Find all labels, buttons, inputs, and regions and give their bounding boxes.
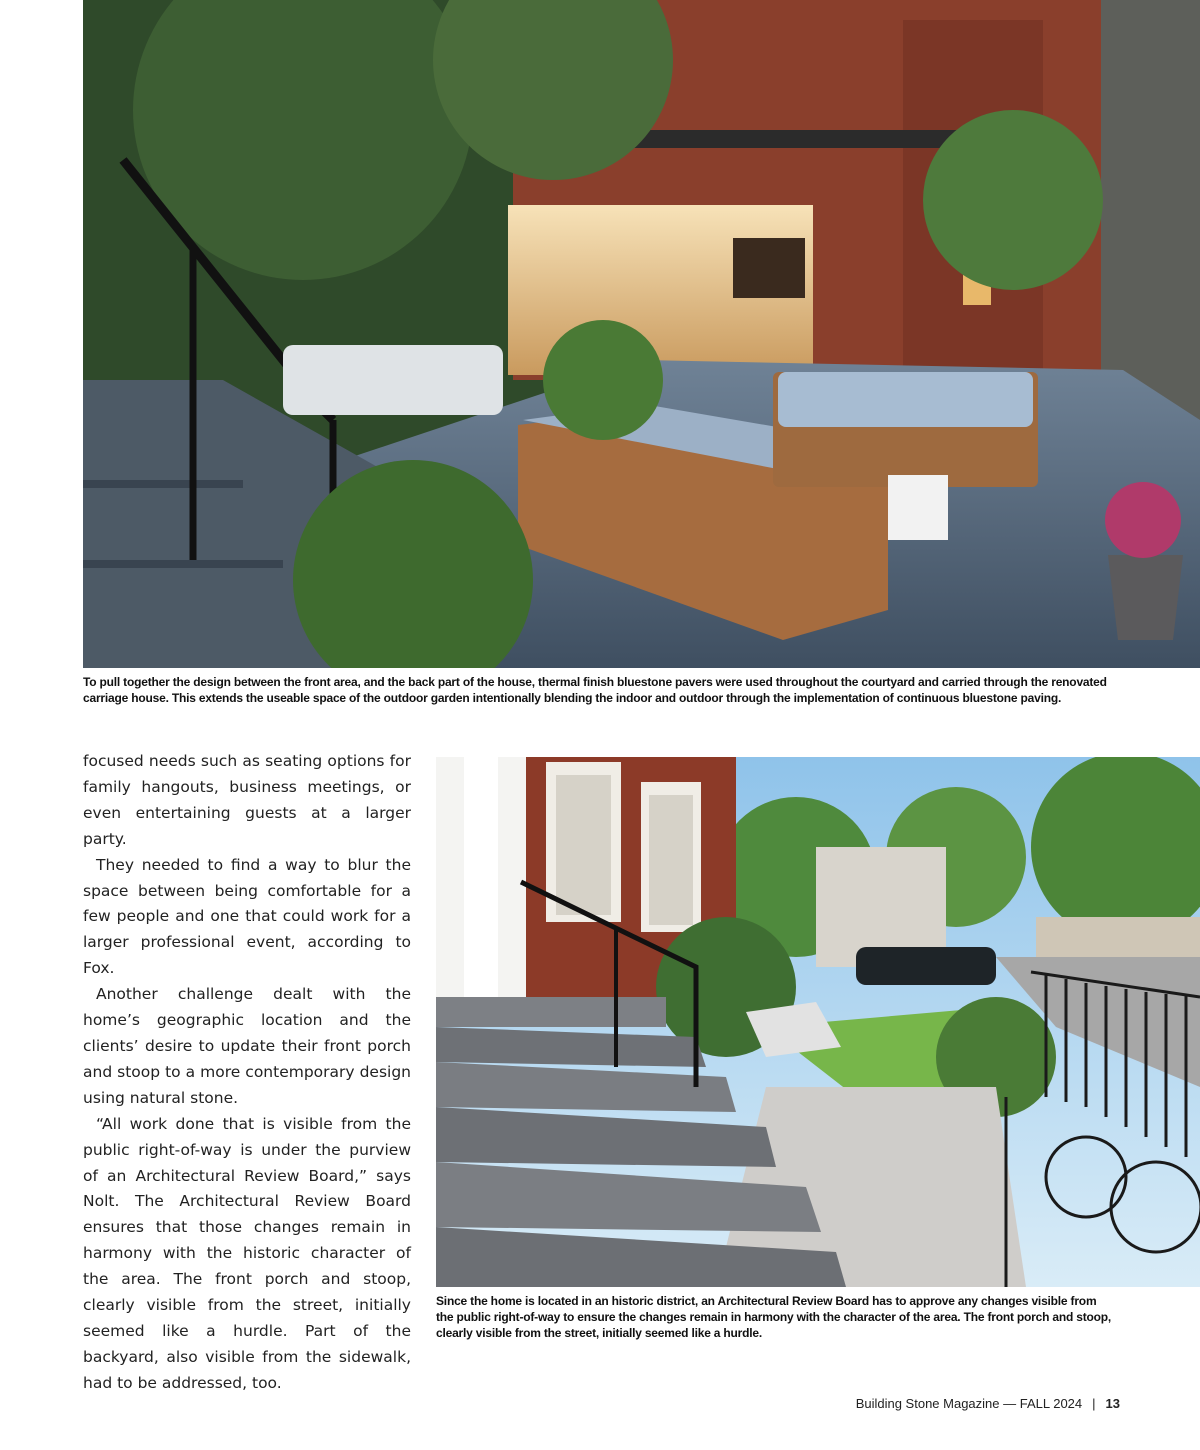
page-number: 13: [1105, 1396, 1120, 1411]
front-stoop-photo-illustration: [436, 757, 1200, 1287]
top-photo-caption: To pull together the design between the front area, and the back part of the house, thermal finish bluestone pavers were used throughout the courtyard and carried through the renovated carriage house. This extends the useable space of the outdoor garden intentionally blending the indoor and outdoor through the implementation of continuous bluestone paving.: [83, 675, 1107, 705]
bottom-photo-caption: Since the home is located in an historic district, an Architectural Review Board has to approve any changes visible from the public right-of-way to ensure the changes remain in harmony with the character of the area. The front porch and stoop, clearly visible from the street, initially seemed like a hurdle.: [436, 1294, 1112, 1340]
body-paragraph: focused needs such as seating options for family hangouts, business meetings, or even entertaining guests at a larger party.: [83, 752, 411, 848]
publication-name: Building Stone Magazine — FALL 2024: [855, 1396, 1083, 1411]
body-paragraph: They needed to find a way to blur the space between being comfortable for a few people and one that could work for a larger professional event, according to Fox.: [83, 855, 411, 978]
front-stoop-photo: [436, 757, 1200, 1287]
article-body: [83, 749, 411, 1397]
body-paragraph: “All work done that is visible from the public right-of-way is under the purview of an Architectural Review Board,” says Nolt. The Architectural Review Board ensures that those changes remain in harmony with the historic character of the area. The front porch and stoop, clearly visible from the street, initially seemed like a hurdle. Part of the backyard, also visible from the sidewalk, had to be addressed, too.: [83, 1114, 411, 1392]
body-paragraph: Another challenge dealt with the home’s geographic location and the clients’ desire to update their front porch and stoop to a more contemporary design using natural stone.: [83, 985, 411, 1107]
courtyard-photo: [83, 0, 1200, 668]
courtyard-photo-illustration: [83, 0, 1200, 668]
footer-separator: |: [1092, 1396, 1096, 1411]
page-footer: [856, 1396, 1120, 1411]
